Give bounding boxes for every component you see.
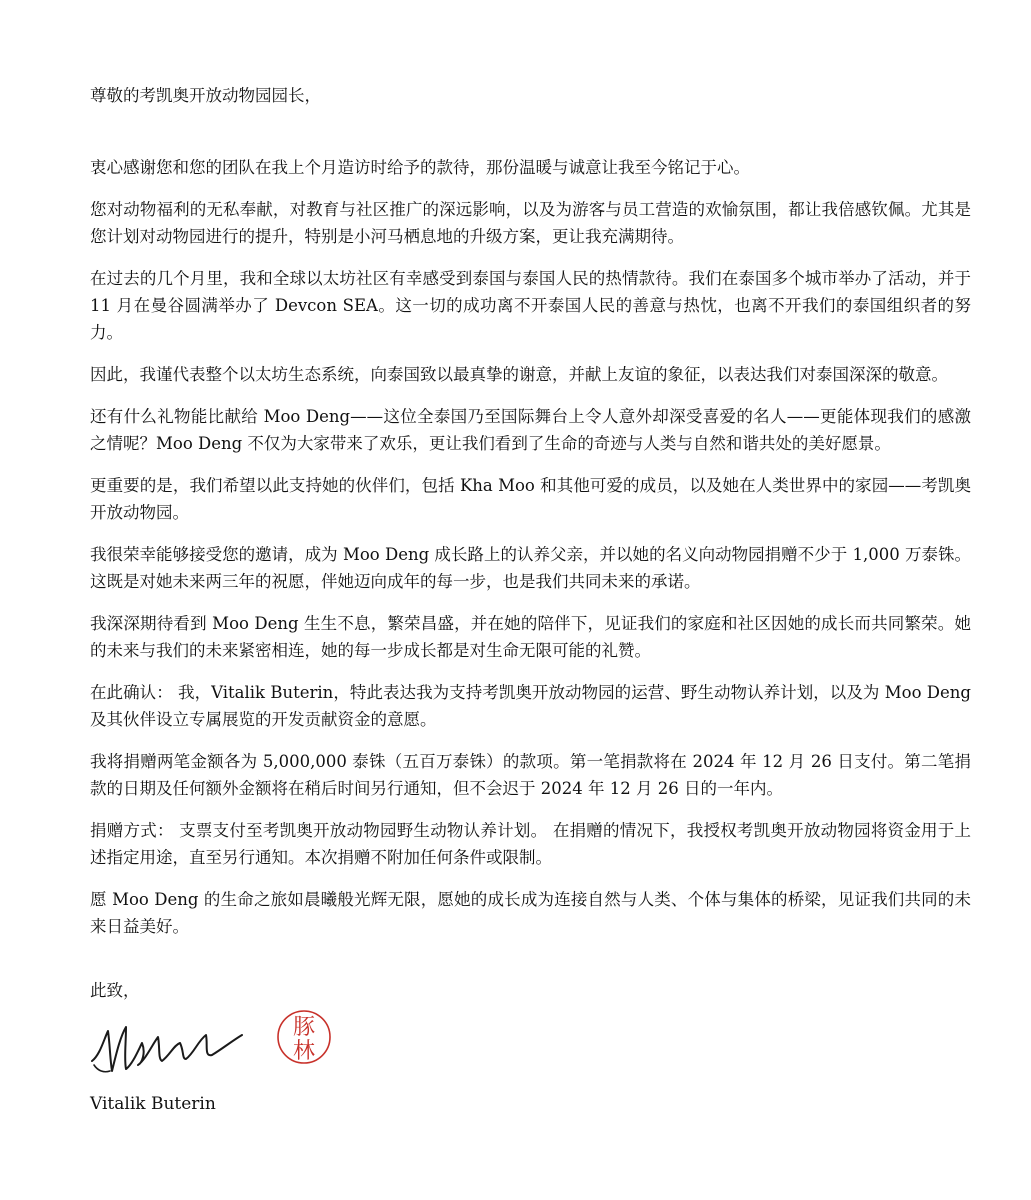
paragraph-gift: 还有什么礼物能比献给 Moo Deng——这位全泰国乃至国际舞台上令人意外却深受喜爱的名人——更能体现我们的感激之情呢？Moo Deng 不仅为大家带来了欢乐，更让我们看到了生命的奇迹与人类与自然和谐共处的美好愿景。 <box>90 407 971 453</box>
seal-char-top: 豚 <box>292 1015 316 1040</box>
red-seal-stamp <box>274 1007 334 1067</box>
paragraph-admiration: 您对动物福利的无私奉献，对教育与社区推广的深远影响，以及为游客与员工营造的欢愉氛围，都让我倍感钦佩。尤其是您计划对动物园进行的提升，特别是小河马栖息地的升级方案，更让我充满期待。 <box>90 200 971 246</box>
signer-name: Vitalik Buterin <box>90 1094 216 1114</box>
paragraph-confirmation: 在此确认： 我，Vitalik Buterin，特此表达我为支持考凯奥开放动物园的运营、野生动物认养计划，以及为 Moo Deng 及其伙伴设立专属展览的开发贡献资金的意愿。 <box>90 683 971 729</box>
paragraph-support: 更重要的是，我们希望以此支持她的伙伴们，包括 Kha Moo 和其他可爱的成员，以及她在人类世界中的家园——考凯奥开放动物园。 <box>90 476 971 522</box>
paragraph-donation-amount: 我将捐赠两笔金额各为 5,000,000 泰铢（五百万泰铢）的款项。第一笔捐款将在 2024 年 12 月 26 日支付。第二笔捐款的日期及任何额外金额将在稍后时间另行通知，但不会迟于 2024 年 12 月 26 日的一年内。 <box>90 752 971 798</box>
handwritten-signature <box>86 1015 246 1079</box>
paragraph-future: 我深深期待看到 Moo Deng 生生不息，繁荣昌盛，并在她的陪伴下，见证我们的家庭和社区因她的成长而共同繁荣。她的未来与我们的未来紧密相连，她的每一步成长都是对生命无限可能的礼赞。 <box>90 614 971 660</box>
signature-block <box>90 1011 971 1091</box>
letter-body <box>90 154 971 940</box>
letter-greeting: 尊敬的考凯奥开放动物园园长， <box>90 86 321 105</box>
paragraph-wish: 愿 Moo Deng 的生命之旅如晨曦般光辉无限，愿她的成长成为连接自然与人类、个体与集体的桥梁，见证我们共同的未来日益美好。 <box>90 890 971 936</box>
paragraph-adoption: 我很荣幸能够接受您的邀请，成为 Moo Deng 成长路上的认养父亲，并以她的名义向动物园捐赠不少于 1,000 万泰铢。这既是对她未来两三年的祝愿，伴她迈向成年的每一步，也是我们共同未来的承诺。 <box>90 545 971 591</box>
paragraph-thanks: 衷心感谢您和您的团队在我上个月造访时给予的款待，那份温暖与诚意让我至今铭记于心。 <box>90 158 750 177</box>
letter-closing: 此致， <box>90 981 140 1000</box>
paragraph-hospitality: 在过去的几个月里，我和全球以太坊社区有幸感受到泰国与泰国人民的热情款待。我们在泰国多个城市举办了活动，并于 11 月在曼谷圆满举办了 Devcon SEA。这一切的成功离不开泰国人民的善意与热忱，也离不开我们的泰国组织者的努力。 <box>90 269 971 342</box>
paragraph-gratitude: 因此，我谨代表整个以太坊生态系统，向泰国致以最真挚的谢意，并献上友谊的象征，以表达我们对泰国深深的敬意。 <box>90 365 948 384</box>
paragraph-donation-method: 捐赠方式： 支票支付至考凯奥开放动物园野生动物认养计划。 在捐赠的情况下，我授权考凯奥开放动物园将资金用于上述指定用途，直至另行通知。本次捐赠不附加任何条件或限制。 <box>90 821 971 867</box>
seal-char-bottom: 林 <box>292 1039 316 1064</box>
